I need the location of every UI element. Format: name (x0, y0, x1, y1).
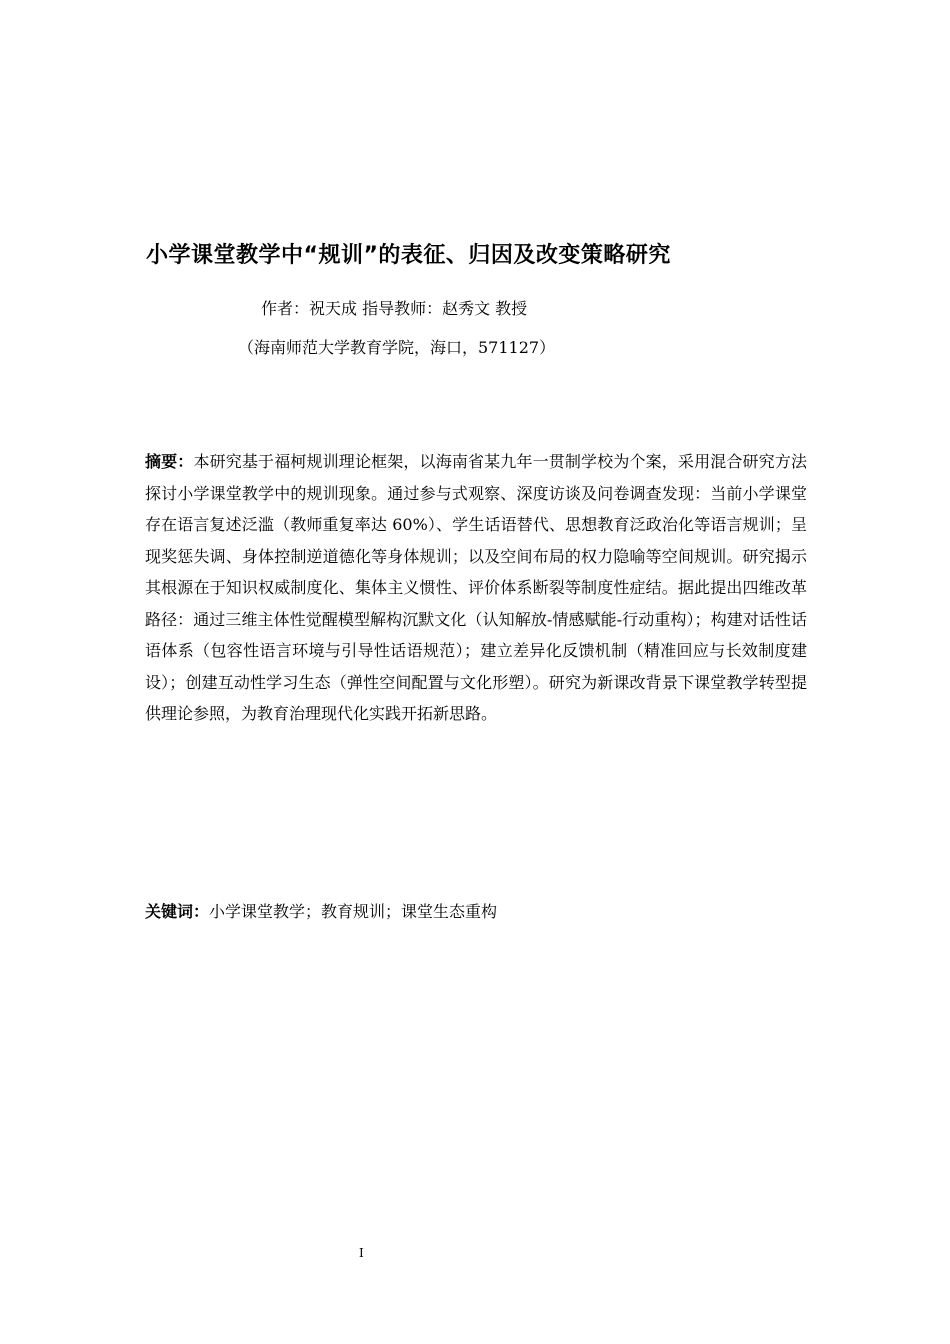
author-line: 作者：祝天成 指导教师：赵秀文 教授 (261, 299, 528, 318)
page-number: I (359, 1246, 364, 1260)
keywords-text: 小学课堂教学；教育规训；课堂生态重构 (209, 902, 498, 921)
keywords-line (145, 899, 497, 922)
abstract-text: 本研究基于福柯规训理论框架，以海南省某九年一贯制学校为个案，采用混合研究方法探讨小学课堂教学中的规训现象。通过参与式观察、深度访谈及问卷调查发现：当前小学课堂存在语言复述泛滥（教师重复率达 60%）、学生话语替代、思想教育泛政治化等语言规训；呈现奖惩失调、身体控制逆道德化等身体规训；以及空间布局的权力隐喻等空间规训。研究揭示其根源在于知识权威制度化、集体主义惯性、评价体系断裂等制度性症结。据此提出四维改革路径：通过三维主体性觉醒模型解构沉默文化（认知解放-情感赋能-行动重构）；构建对话性话语体系（包容性语言环境与引导性话语规范）；建立差异化反馈机制（精准回应与长效制度建设）；创建互动性学习生态（弹性空间配置与文化形塑）。研究为新课改背景下课堂教学转型提供理论参照，为教育治理现代化实践开拓新思路。 (145, 452, 807, 723)
affiliation-line: （海南师范大学教育学院，海口，571127） (238, 338, 556, 357)
paper-title: 小学课堂教学中“规训”的表征、归因及改变策略研究 (146, 243, 671, 268)
keywords-label: 关键词： (145, 902, 210, 921)
abstract-paragraph (145, 446, 807, 730)
abstract-label: 摘要： (145, 452, 194, 471)
